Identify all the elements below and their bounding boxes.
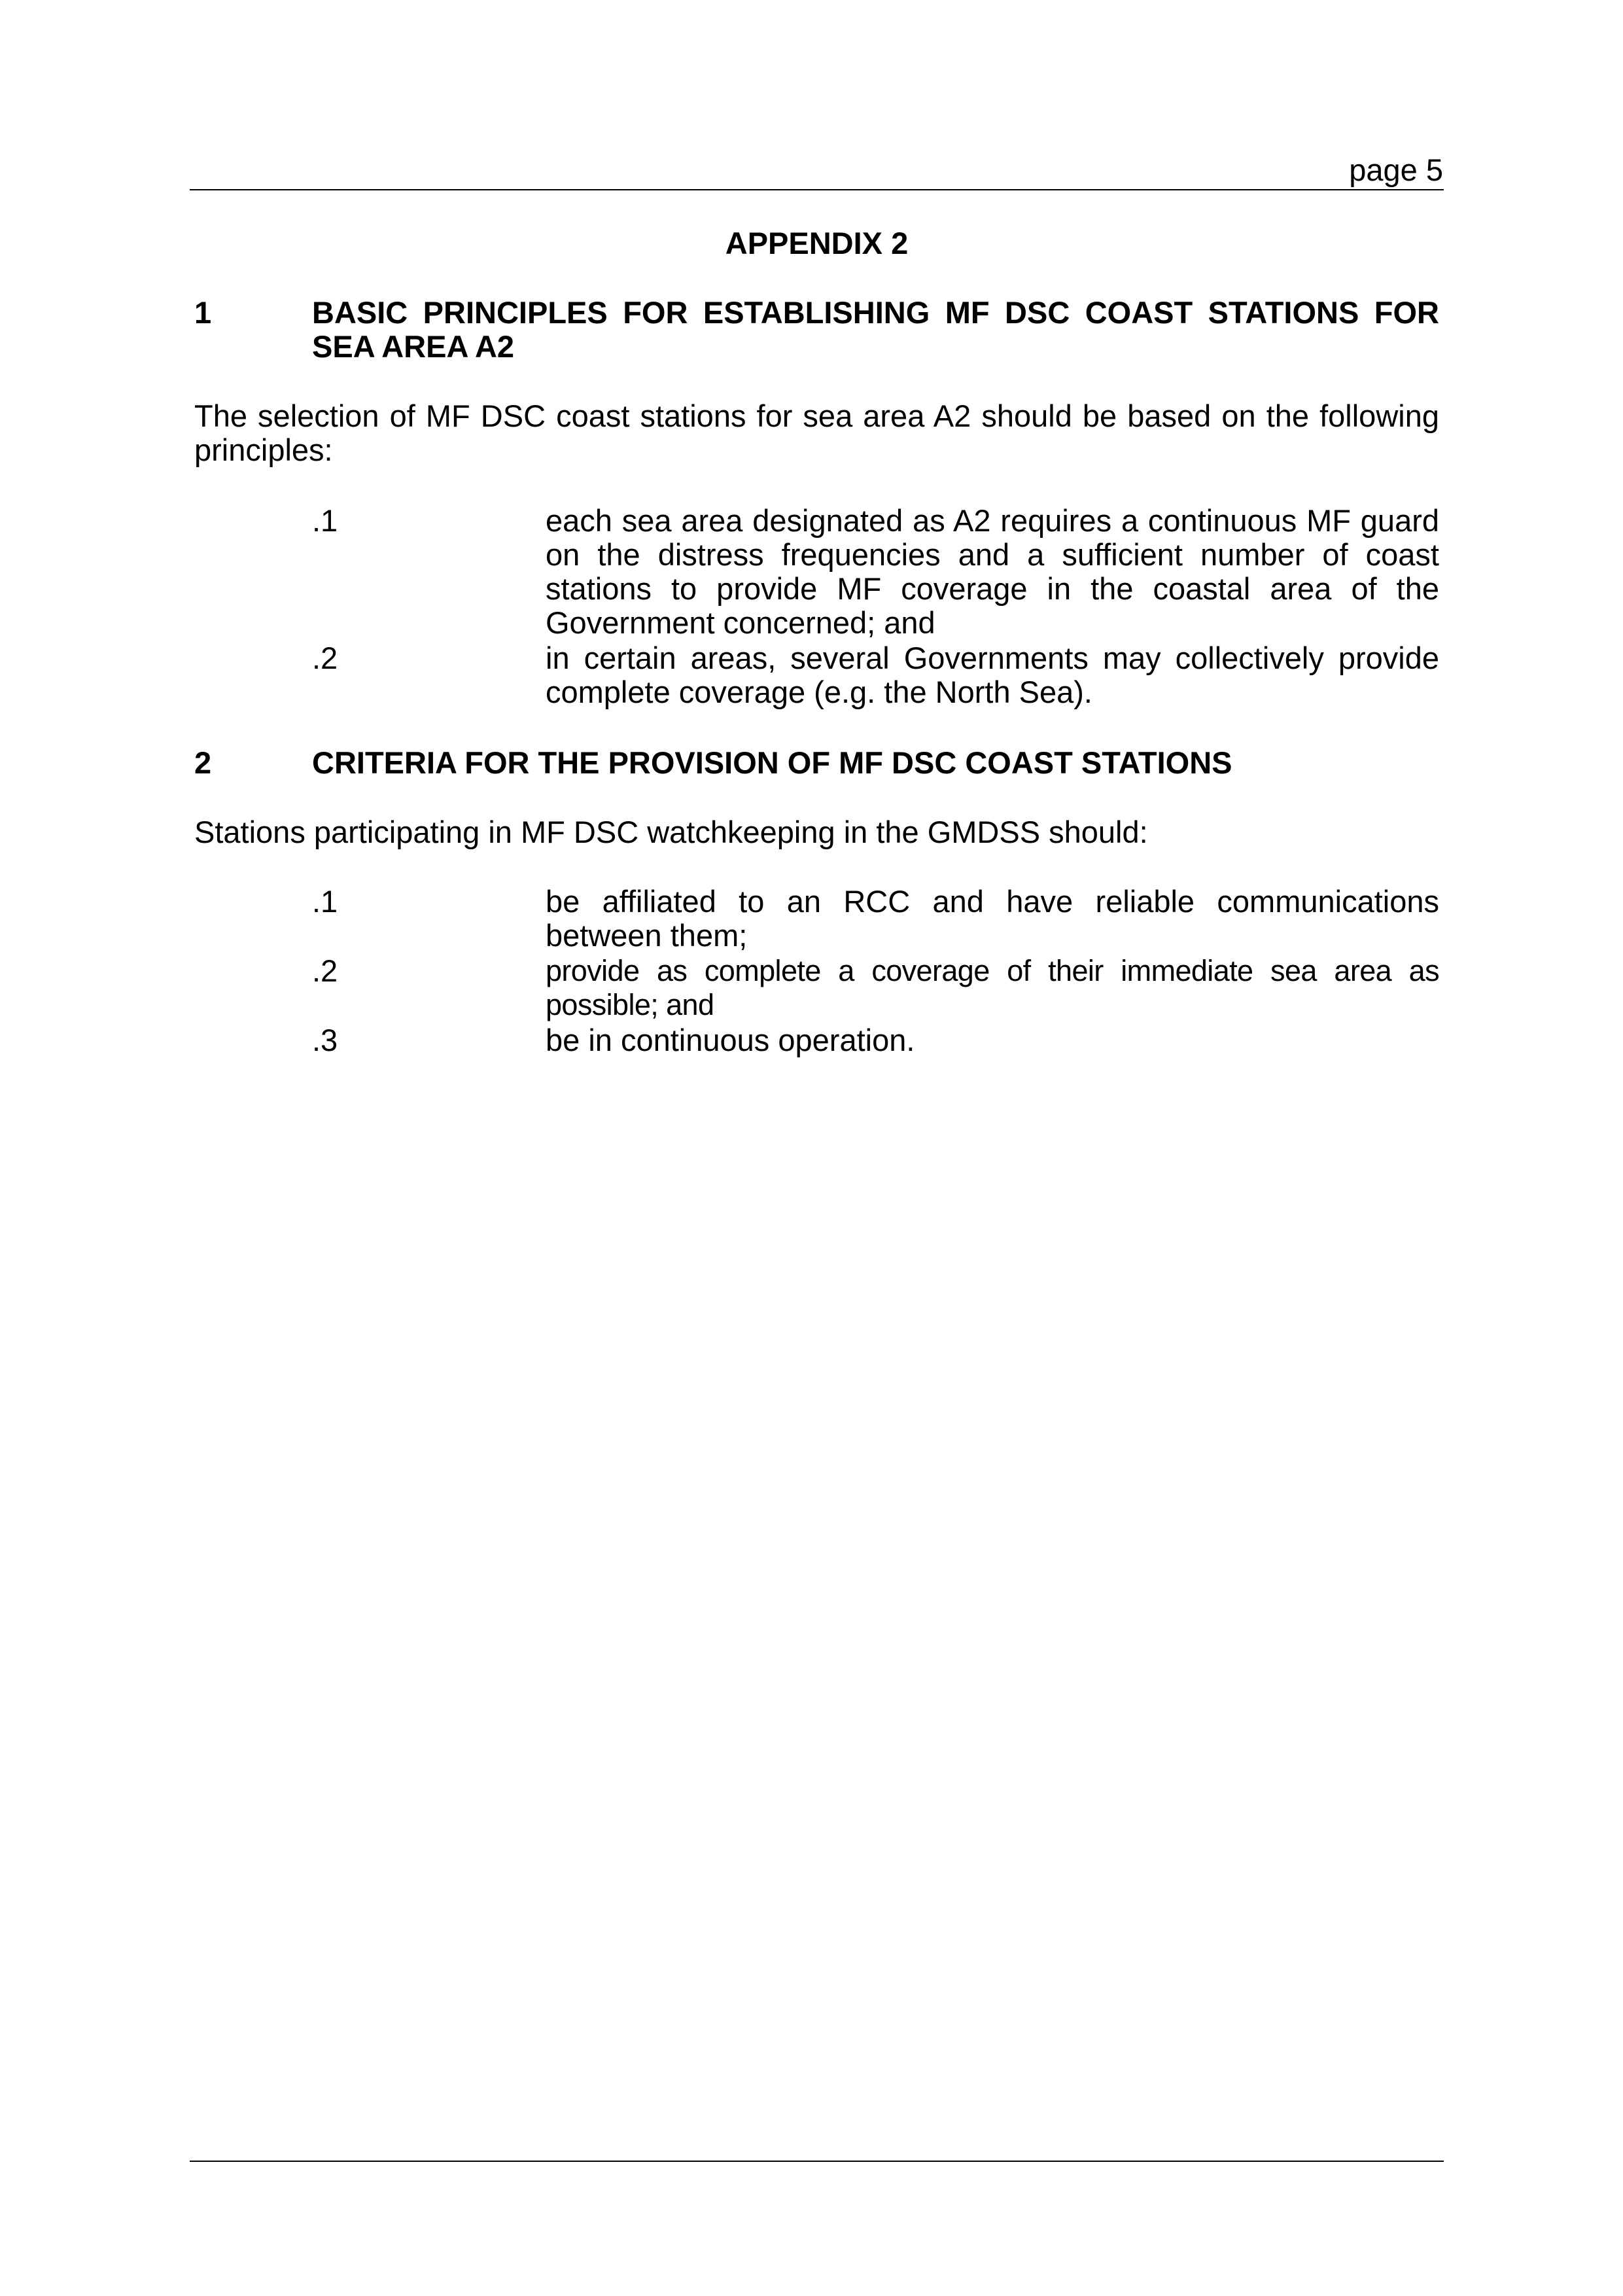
footer-rule — [190, 2161, 1444, 2162]
list-item-text: provide as complete a coverage of their immediate sea area as possible; and — [546, 954, 1439, 1021]
list-item — [312, 504, 1439, 640]
section-1-heading — [194, 296, 1439, 364]
list-item — [312, 1023, 1439, 1057]
page-number: page 5 — [1349, 152, 1443, 187]
appendix-title: APPENDIX 2 — [725, 226, 909, 260]
section-number: 1 — [194, 295, 212, 330]
section-2-intro: Stations participating in MF DSC watchkeeping in the GMDSS should: — [194, 815, 1148, 849]
list-item-text: in certain areas, several Governments may collectively provide complete coverage (e.g. the North Sea). — [546, 641, 1439, 709]
section-title: CRITERIA FOR THE PROVISION OF MF DSC COAST STATIONS — [312, 745, 1232, 780]
list-item-text: be affiliated to an RCC and have reliable communications between them; — [546, 884, 1439, 953]
section-title: BASIC PRINCIPLES FOR ESTABLISHING MF DSC COAST STATIONS FOR SEA AREA A2 — [312, 295, 1439, 364]
list-item-text: be in continuous operation. — [546, 1023, 915, 1057]
section-number: 2 — [194, 745, 212, 780]
list-item-number: .1 — [312, 503, 338, 538]
list-item-number: .2 — [312, 953, 338, 988]
section-1-intro: The selection of MF DSC coast stations for sea area A2 should be based on the following principles: — [194, 398, 1439, 467]
header-rule — [190, 189, 1444, 190]
list-item — [312, 641, 1439, 709]
list-item-number: .1 — [312, 884, 338, 919]
list-item-text: each sea area designated as A2 requires a continuous MF guard on the distress frequencies and a sufficient number of coast stations to provide MF coverage in the coastal area of the Government concerned; and — [546, 503, 1439, 640]
list-item — [312, 885, 1439, 953]
list-item-number: .2 — [312, 641, 338, 675]
section-2-heading — [194, 746, 1439, 780]
list-item-number: .3 — [312, 1023, 338, 1057]
list-item — [312, 954, 1439, 1022]
